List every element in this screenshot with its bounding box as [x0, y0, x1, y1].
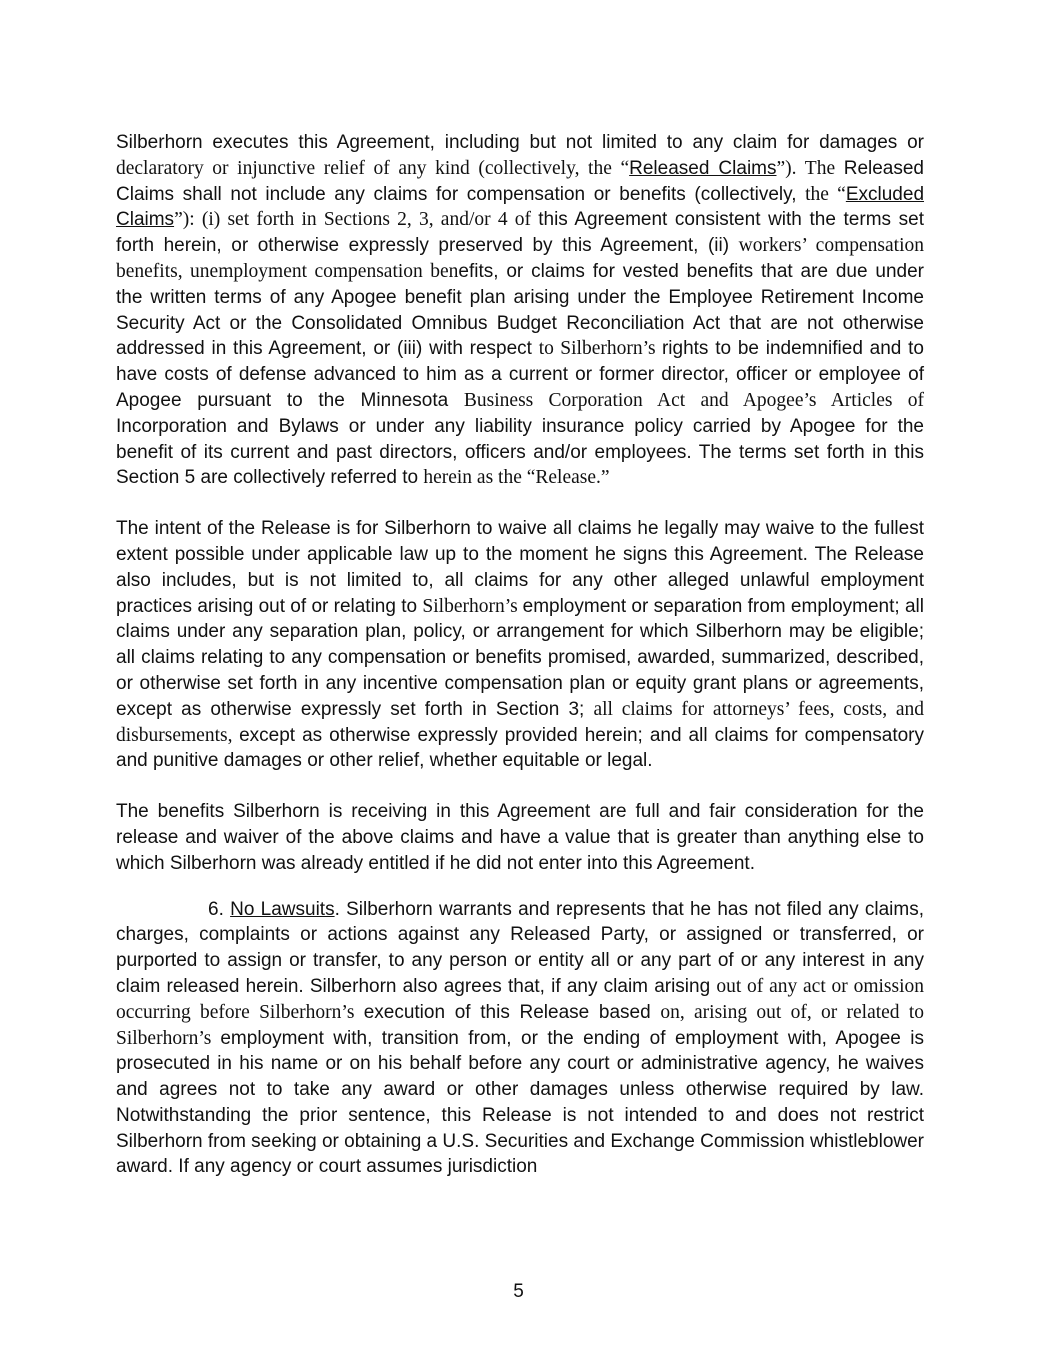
paragraph-release-scope: Silberhorn executes this Agreement, including but not limited to any claim for damages or declaratory or injunctive relief of any kind (collectively, the “Released Claims”). The Released Claims shall not include any claims for compensation or benefits (collectively, the “Excluded Claims”): (i) set forth in Sections 2, 3, and/or 4 of this Agreement consistent with the terms set forth herein, or otherwise expressly preserved by this Agreement, (ii) workers’ compensation benefits, unemployment compensation benefits, or claims for vested benefits that are due under the written terms of any Apogee benefit plan arising under the Employee Retirement Income Security Act or the Consolidated Omnibus Budget Reconciliation Act that are not otherwise addressed in this Agreement, or (iii) with respect to Silberhorn’s rights to be indemnified and to have costs of defense advanced to him as a current or former director, officer or employee of Apogee pursuant to the Minnesota Business Corporation Act and Apogee’s Articles of Incorporation and Bylaws or under any liability insurance policy carried by Apogee for the benefit of its current and past directors, officers and/or employees. The terms set forth in this Section 5 are collectively referred to herein as the “Release.” — [116, 132, 925, 489]
defined-term-excluded-claims: Excluded Claims — [116, 183, 925, 231]
section-number: 6. — [208, 898, 231, 920]
page-number: 5 — [513, 1281, 524, 1302]
section-6-no-lawsuits: 6. No Lawsuits. Silberhorn warrants and represents that he has not filed any claims, charges, complaints or actions against any Released Party, or assigned or transferred, or purported to assign or transfer, to any person or entity all or any part of or any interest in any claim released herein. Silberhorn also agrees that, if any claim arising out of any act or omission occurring before Silberhorn’s execution of this Release based on, arising out of, or related to Silberhorn’s employment with, transition from, or the ending of employment with, Apogee is prosecuted in his name or on his behalf before any court or administrative agency, he waives and agrees not to take any award or other damages unless otherwise required by law. Notwithstanding the prior sentence, this Release is not intended to and does not restrict Silberhorn from seeking or obtaining a U.S. Securities and Exchange Commission whistleblower award. If any agency or court assumes jurisdiction — [116, 898, 925, 1178]
paragraph-consideration: The benefits Silberhorn is receiving in this Agreement are full and fair consideration for the release and waiver of the above claims and have a value that is greater than anything else to which Silberhorn was already entitled if he did not enter into this Agreement. — [116, 801, 924, 874]
document-body — [116, 130, 924, 1180]
paragraph-release-intent: The intent of the Release is for Silberhorn to waive all claims he legally may waive to the fullest extent possible under applicable law up to the moment he signs this Agreement. The Release also includes, but is not limited to, all claims for any other alleged unlawful employment practices arising out of or relating to Silberhorn’s employment or separation from employment; all claims under any separation plan, policy, or arrangement for which Silberhorn may be eligible; all claims relating to any compensation or benefits promised, awarded, summarized, described, or otherwise set forth in any incentive compensation plan or equity grant plans or agreements, except as otherwise expressly set forth in Section 3; all claims for attorneys’ fees, costs, and disbursements, except as otherwise expressly provided herein; and all claims for compensatory and punitive damages or other relief, whether equitable or legal. — [116, 518, 925, 772]
defined-term-released-claims: Released Claims — [629, 157, 777, 179]
section-heading: No Lawsuits — [230, 898, 335, 920]
